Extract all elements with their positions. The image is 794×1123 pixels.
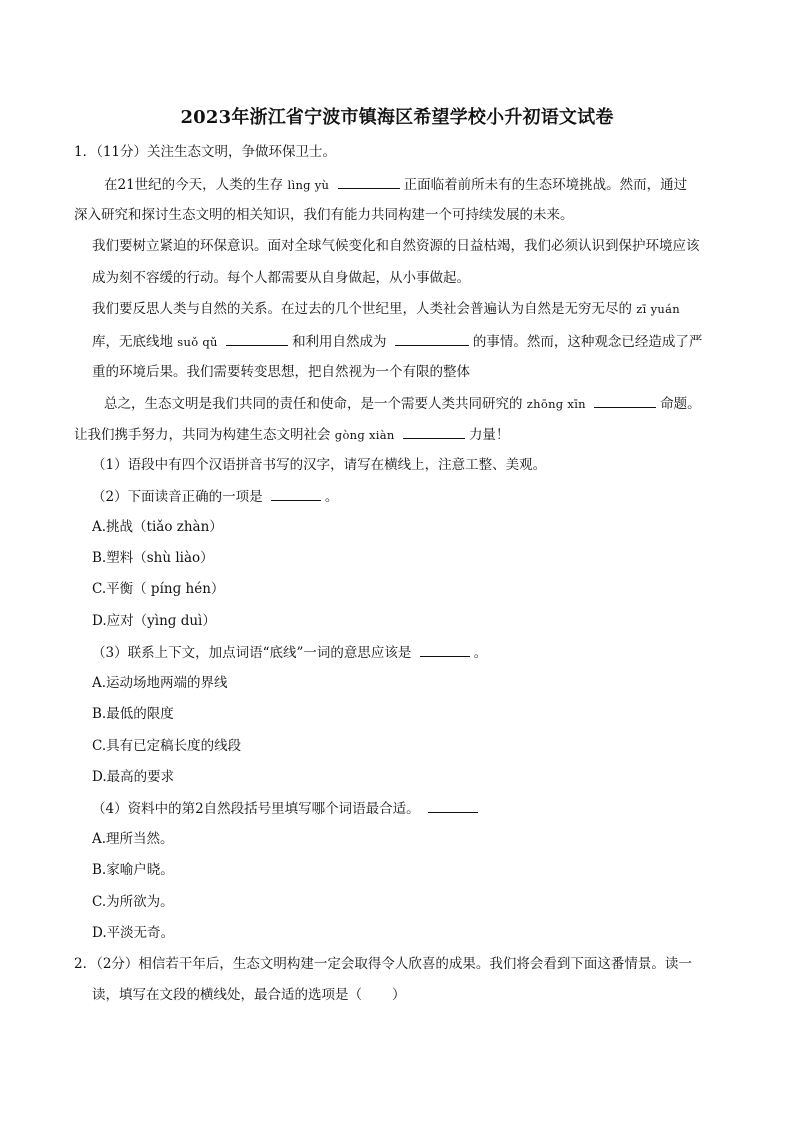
text-segment: 。 [324,489,339,505]
pinyin-ziyuan: zī yuán [636,302,680,316]
q1-sub4-option-c: C.为所欲为。 [92,894,174,910]
q1-sub2-option-c: C.平衡（ pínɡ hén） [92,581,225,597]
q1-sub2 [92,486,338,507]
q1-sub2-option-a: A.挑战（tiǎo zhàn） [92,519,223,535]
text-segment: 和利用自然成为 [292,334,387,350]
q1-sub1: （1）语段中有四个汉语拼音书写的汉字，请写在横线上，注意工整、美观。 [92,457,547,473]
pinyin-suoqu: suǒ qǔ [177,335,218,349]
answer-blank [271,486,321,501]
text-segment: 库，无底线地 [92,334,173,350]
text-segment: （2）下面读音正确的一项是 [92,489,263,505]
q1-para2-line2: 成为刻不容缓的行动。每个人都需要从自身做起，从小事做起。 [92,270,470,286]
q1-sub3-option-c: C.具有已定稿长度的线段 [92,738,242,754]
answer-blank [403,424,465,439]
answer-blank [395,331,469,346]
answer-blank [594,393,656,408]
text-segment: 力量！ [468,427,510,443]
text-segment: 正面临着前所未有的生态环境挑战。然而，通过 [403,177,688,193]
q1-sub2-option-b: B.塑料（shù liào） [92,550,214,566]
q1-sub3-option-a: A.运动场地两端的界线 [92,675,228,691]
text-segment: ） [392,987,406,1003]
q1-para1-line2: 深入研究和探讨生态文明的相关知识，我们有能力共同构建一个可持续发展的未来。 [74,207,574,223]
answer-blank [338,174,400,189]
q1-sub4-option-d: D.平淡无奇。 [92,925,175,941]
q1-sub4 [92,798,482,819]
text-segment: 我们要反思人类与自然的关系。在过去的几个世纪里，人类社会普遍认为自然是无穷无尽的 [92,301,632,317]
text-segment: 的事情。然而，这种观念已经造成了严 [472,334,703,350]
q1-header: 1．（11分）关注生态文明，争做环保卫士。 [74,144,337,160]
q1-sub3-option-d: D.最高的要求 [92,769,175,785]
text-segment: 让我们携手努力，共同为构建生态文明社会 [74,427,331,443]
q1-para3-line2 [92,331,702,352]
q1-para4-line1 [104,393,701,414]
text-segment: 总之，生态文明是我们共同的责任和使命，是一个需要人类共同研究的 [104,396,523,412]
q1-para2-line1: 我们要树立紧迫的环保意识。面对全球气候变化和自然资源的日益枯竭，我们必须认识到保护环境应该 [92,238,700,254]
q2-line1: 2．（2分）相信若干年后，生态文明构建一定会取得令人欣喜的成果。我们将会看到下面这番情景。读一 [74,956,692,972]
q1-sub2-option-d: D.应对（yìnɡ duì） [92,613,216,629]
text-segment: 。 [473,645,488,661]
q1-sub3-option-b: B.最低的限度 [92,706,174,722]
q1-sub4-option-b: B.家喻户晓。 [92,862,174,878]
q1-para3-line3: 重的环境后果。我们需要转变思想，把自然视为一个有限的整体 [92,364,470,380]
text-segment: （3）联系上下文，加点词语“底线”一词的意思应该是 [92,645,412,661]
text-segment: （4）资料中的第2自然段括号里填写哪个词语最合适。 [92,801,420,817]
q1-para4-line2 [74,424,509,445]
text-segment: 命题。 [660,396,701,412]
q2-line2 [92,985,406,1005]
pinyin-zhongxin: zhōnɡ xīn [526,397,586,411]
exam-title: 2023年浙江省宁波市镇海区希望学校小升初语文试卷 [180,107,614,128]
q1-sub4-option-a: A.理所当然。 [92,831,174,847]
answer-blank [226,331,288,346]
q1-para3-line1 [92,299,680,319]
pinyin-lingyu: lìnɡ yù [287,178,330,192]
answer-blank [420,642,470,657]
text-segment: 读，填写在文段的横线处，最合适的选项是（ [92,987,362,1003]
text-segment: 在21世纪的今天，人类的生存 [104,177,284,193]
pinyin-gongxian: ɡònɡ xiàn [334,428,395,442]
q1-sub3 [92,642,487,663]
q1-para1-line1 [104,174,687,195]
answer-blank [428,798,478,813]
